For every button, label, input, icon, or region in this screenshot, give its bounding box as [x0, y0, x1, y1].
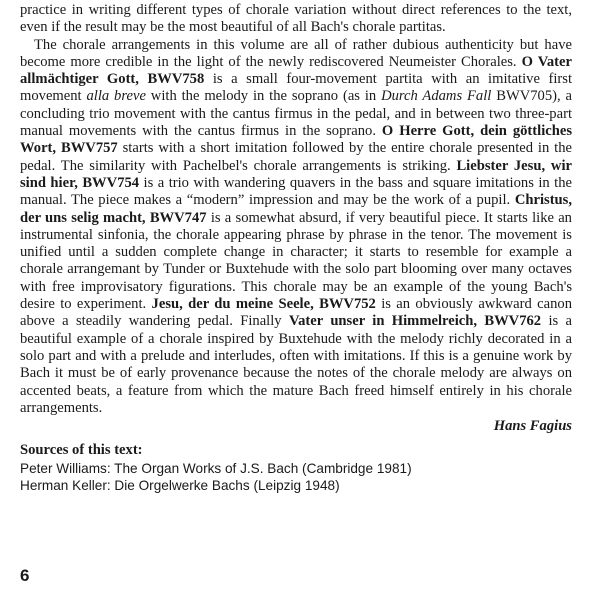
bwv-title: O Herre Gott, dein göttliches Wort, BWV757 — [20, 123, 572, 157]
text-run: is an obviously awkward canon above a steadily wandering pedal. Finally — [20, 296, 572, 330]
paragraph-intro: practice in writing different types of chorale variation without direct references to the text, even if the result may be the most beautiful of all Bach's chorale partitas. — [20, 2, 572, 36]
sources-section — [20, 442, 572, 493]
italic-term: alla breve — [86, 88, 146, 105]
bwv-title: Christus, der uns selig macht, BWV747 — [20, 192, 572, 226]
italic-term: Durch Adams Fall — [381, 88, 492, 105]
source-item: Herman Keller: Die Orgelwerke Bachs (Leipzig 1948) — [20, 477, 340, 493]
text-run: is a somewhat absurd, if very beautiful piece. It starts like an instrumental sinfonia, the chorale appearing phrase by phrase in the tenor. The movement is unified until a sudden complete change in character; it starts to resemble for example a chorale arrangemant by Tunder or Buxtehude with the solo part blooming over many octaves with free improvisatory figurations. This chorale may be an example of the young Bach's desire to experiment. — [20, 209, 572, 313]
text-run: with the melody in the soprano (as in — [145, 88, 382, 105]
text-run: is a beautiful example of a chorale inspired by Buxtehude with the melody richly decorated in a solo part and with a prelude and interludes, often with imitations. If this is a genuine work by Bach it must be of early provenance because the notes of the chorale melody are always on accented beats, a feature from which the mature Bach freed himself entirely in his chorale arrangements. — [20, 313, 572, 416]
bwv-title: Jesu, der du meine Seele, BWV752 — [151, 296, 376, 313]
page-number: 6 — [20, 566, 30, 585]
paragraph-chorales — [20, 37, 572, 418]
text-run: The chorale arrangements in this volume are all of rather dubious authenticity but have become more credible in the light of the newly rediscovered Neumeister Chorales. — [20, 36, 572, 70]
text-run: starts with a short imitation followed by the entire chorale presented in the pedal. The similarity with Pachelbel's chorale arrangements is striking. — [20, 140, 572, 174]
text-run: is a trio with wandering quavers in the bass and square imitations in the manual. The piece makes a “modern” impression and may be the work of a pupil. — [20, 174, 572, 209]
bwv-title: O Vater allmächtiger Gott, BWV758 — [20, 53, 572, 88]
text-run: BWV705), a concluding trio movement with the cantus firmus in the pedal, and in between two three-part manual movements with the cantus firmus in the soprano. — [20, 88, 573, 140]
bwv-title: Vater unser in Himmelreich, BWV762 — [288, 313, 542, 330]
text-run: is a small four-movement partita with an imitative first movement — [20, 71, 573, 105]
bwv-title: Liebster Jesu, wir sind hier, BWV754 — [20, 157, 572, 191]
sources-title: Sources of this text: — [20, 442, 143, 459]
author-signature: Hans Fagius — [493, 418, 572, 435]
page-body — [20, 2, 572, 494]
source-item: Peter Williams: The Organ Works of J.S. Bach (Cambridge 1981) — [20, 460, 412, 476]
